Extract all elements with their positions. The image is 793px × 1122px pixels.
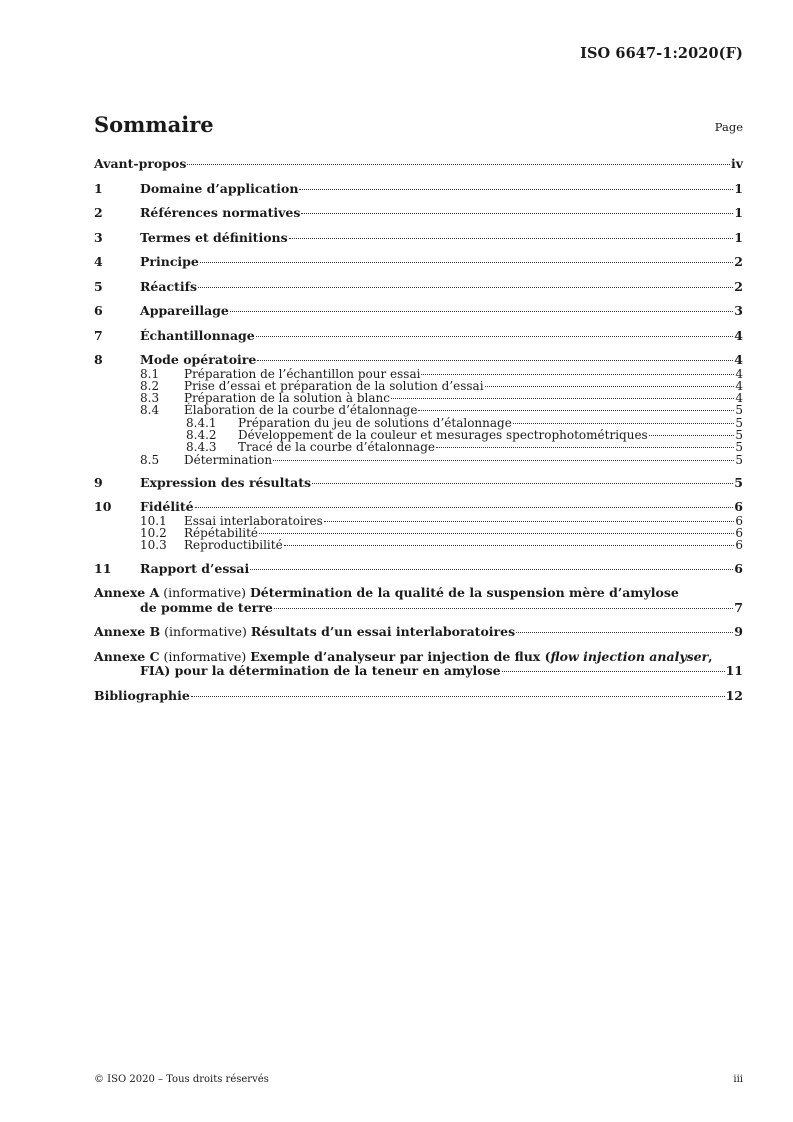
toc-entry-9[interactable] <box>94 476 743 491</box>
dot-leader <box>284 545 735 546</box>
toc-number: 8.4.2 <box>186 427 217 442</box>
toc-page-number: 4 <box>734 327 743 343</box>
toc-label: Domaine d’application <box>140 180 299 196</box>
annex-title-continued: FIA) pour la détermination de la teneur en amylose <box>140 663 501 679</box>
toc-page-number: 5 <box>734 474 743 490</box>
toc-entry-8-4[interactable] <box>94 404 743 416</box>
toc-label: Bibliographie <box>94 687 190 703</box>
toc-page-number: 6 <box>735 526 743 541</box>
dot-leader <box>274 608 734 609</box>
toc-entry-3[interactable] <box>94 231 743 246</box>
annex-prefix: Annexe B <box>94 624 161 640</box>
toc-label: Échantillonnage <box>140 327 255 343</box>
toc-page-number: 2 <box>734 278 743 294</box>
page-column-label: Page <box>714 120 743 134</box>
footer-page-number: iii <box>733 1074 743 1085</box>
dot-leader <box>513 423 735 424</box>
toc-label: Principe <box>140 254 199 269</box>
toc-label: Prise d’essai et préparation de la solution d’essai <box>184 378 484 393</box>
toc-number: 10.1 <box>140 513 167 528</box>
toc-entry-5[interactable] <box>94 280 743 295</box>
toc-number: 8 <box>94 352 103 367</box>
toc-label: Fidélité <box>140 499 194 515</box>
dot-leader <box>187 164 730 165</box>
annex-title: Résultats d’un essai interlaboratoires <box>250 624 516 640</box>
toc-label: Avant-propos <box>94 156 187 171</box>
page-title: Sommaire <box>94 112 214 137</box>
dot-leader <box>301 213 733 214</box>
toc-number: 8.4.1 <box>186 415 217 430</box>
toc-number: 5 <box>94 278 103 294</box>
dot-leader <box>436 447 734 448</box>
toc-label: Réactifs <box>140 278 197 294</box>
annex-type-note: (informative) <box>160 624 251 640</box>
toc-page-number: 5 <box>735 427 743 442</box>
toc-number: 2 <box>94 205 103 220</box>
toc-page-number: 1 <box>734 180 743 196</box>
standard-reference: ISO 6647-1:2020(F) <box>580 45 743 62</box>
dot-leader <box>257 360 733 361</box>
toc-label: Essai interlaboratoires <box>184 513 323 528</box>
toc-label: Mode opératoire <box>140 352 257 367</box>
toc-number: 7 <box>94 327 103 343</box>
toc-number: 10.3 <box>140 538 167 553</box>
annex-title: Détermination de la qualité de la suspension mère d’amylose <box>249 585 679 601</box>
toc-label: Termes et définitions <box>140 229 288 245</box>
toc-number: 8.3 <box>140 391 160 406</box>
toc-entry-6[interactable] <box>94 304 743 319</box>
toc-number: 11 <box>94 560 112 576</box>
toc-label: Tracé de la courbe d’étalonnage <box>238 440 435 455</box>
toc-label: Expression des résultats <box>140 474 312 490</box>
annex-prefix: Annexe A <box>94 585 160 601</box>
toc-entry-8-1[interactable] <box>94 368 743 380</box>
dot-leader <box>250 569 733 570</box>
toc-page-number: iv <box>730 156 743 171</box>
dot-leader <box>198 287 733 288</box>
toc-page-number: 12 <box>725 687 743 703</box>
dot-leader <box>273 460 734 461</box>
toc-page-number: 4 <box>734 352 743 367</box>
copyright-footer: © ISO 2020 – Tous droits réservés <box>94 1074 269 1085</box>
toc-page-number: 5 <box>735 452 743 467</box>
dot-leader <box>312 483 733 484</box>
toc-page-number: 1 <box>734 205 743 220</box>
dot-leader <box>289 238 734 239</box>
toc-label: Rapport d’essai <box>140 560 250 576</box>
dot-leader <box>421 374 734 375</box>
annex-title-italic: flow injection analyser <box>550 648 709 664</box>
dot-leader <box>195 507 734 508</box>
dot-leader <box>324 521 735 522</box>
toc-entry-avant-propos[interactable] <box>94 157 743 172</box>
toc-number: 8.5 <box>140 452 160 467</box>
toc-number: 8.4.3 <box>186 440 217 455</box>
toc-page-number: 5 <box>735 403 743 418</box>
annex-type-note: (informative) <box>159 585 250 601</box>
toc-page-number: 4 <box>735 366 743 381</box>
toc-entry-8[interactable] <box>94 353 743 368</box>
toc-number: 6 <box>94 303 103 318</box>
toc-page-number: 6 <box>734 560 743 576</box>
toc-number: 8.2 <box>140 378 160 393</box>
toc-entry-8-4-3[interactable] <box>94 441 743 453</box>
dot-leader <box>485 386 735 387</box>
toc-page-number: 3 <box>734 303 743 318</box>
toc-number: 3 <box>94 229 103 245</box>
table-of-contents <box>94 157 743 703</box>
toc-label: Préparation de la solution à blanc <box>184 391 390 406</box>
toc-page-number: 6 <box>734 499 743 515</box>
annex-prefix: Annexe C <box>94 648 160 664</box>
annex-type-note: (informative) <box>159 648 251 664</box>
toc-entry-annex-b[interactable] <box>94 625 743 640</box>
toc-entry-10-3[interactable] <box>94 539 743 551</box>
toc-label: Préparation du jeu de solutions d’étalonnage <box>238 415 512 430</box>
toc-number: 10.2 <box>140 526 167 541</box>
toc-page-number: 2 <box>734 254 743 269</box>
dot-leader <box>256 336 734 337</box>
toc-number: 4 <box>94 254 103 269</box>
dot-leader <box>230 311 733 312</box>
toc-entry-2[interactable] <box>94 206 743 221</box>
toc-entry-1[interactable] <box>94 182 743 197</box>
toc-number: 1 <box>94 180 103 196</box>
toc-entry-7[interactable] <box>94 329 743 344</box>
toc-page-number: 6 <box>735 538 743 553</box>
annex-title: Exemple d’analyseur par injection de flux ( <box>250 648 551 664</box>
toc-entry-8-5[interactable] <box>94 454 743 466</box>
toc-page-number: 4 <box>735 378 743 393</box>
toc-entry-4[interactable] <box>94 255 743 270</box>
dot-leader <box>516 632 733 633</box>
toc-page-number: 4 <box>735 391 743 406</box>
dot-leader <box>391 398 734 399</box>
dot-leader <box>502 671 725 672</box>
toc-page-number: 7 <box>734 599 743 615</box>
toc-label: Répétabilité <box>184 526 259 541</box>
toc-label: Références normatives <box>140 205 301 220</box>
toc-page-number: 1 <box>734 229 743 245</box>
annex-title-continued: de pomme de terre <box>140 599 273 615</box>
toc-label: Préparation de l’échantillon pour essai <box>184 366 421 381</box>
toc-label: Élaboration de la courbe d’étalonnage <box>184 403 418 418</box>
toc-entry-11[interactable] <box>94 562 743 577</box>
dot-leader <box>191 696 725 697</box>
toc-number: 8.1 <box>140 366 160 381</box>
dot-leader <box>299 189 733 190</box>
toc-number: 10 <box>94 499 112 515</box>
toc-label: Appareillage <box>140 303 229 318</box>
toc-label: Reproductibilité <box>184 538 283 553</box>
toc-number: 8.4 <box>140 403 160 418</box>
toc-page-number: 9 <box>734 624 743 640</box>
toc-label: Développement de la couleur et mesurages spectrophotométriques <box>238 427 648 442</box>
toc-page-number: 5 <box>735 415 743 430</box>
toc-entry-annex-a[interactable] <box>94 586 743 615</box>
dot-leader <box>649 435 735 436</box>
toc-page-number: 5 <box>735 440 743 455</box>
dot-leader <box>200 262 733 263</box>
toc-entry-bibliographie[interactable] <box>94 689 743 704</box>
toc-entry-annex-c[interactable] <box>94 650 743 679</box>
toc-entry-10[interactable] <box>94 500 743 515</box>
toc-page-number: 6 <box>735 513 743 528</box>
dot-leader <box>259 533 734 534</box>
annex-title-comma: , <box>708 648 713 664</box>
toc-number: 9 <box>94 474 103 490</box>
toc-page-number: 11 <box>725 663 743 679</box>
toc-label: Détermination <box>184 452 273 467</box>
dot-leader <box>418 410 734 411</box>
